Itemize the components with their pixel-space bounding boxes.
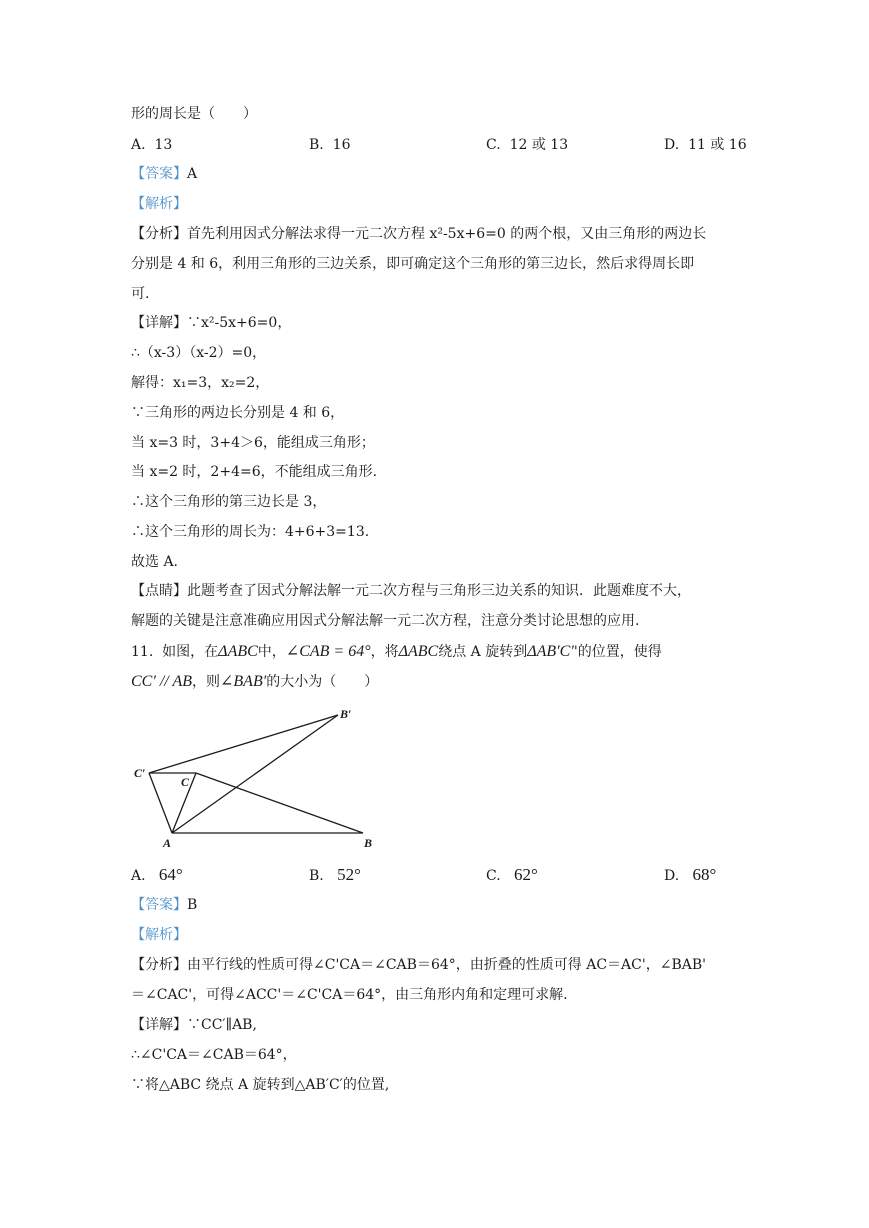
q11-answer: 【答案】B [131, 897, 198, 913]
q10-analysis-tag: 【解析】 [131, 196, 187, 212]
q11-stem-2: CC′ // AB，则∠BAB′的大小为（ ） [131, 673, 379, 690]
label-c: C [181, 775, 190, 789]
q10-step-3: ∵三角形的两边长分别是 4 和 6， [131, 405, 345, 421]
q10-step-5: 当 x=2 时，2+4=6，不能组成三角形. [131, 464, 378, 480]
q11-step-0: 【详解】∵CC′∥AB, [131, 1017, 257, 1033]
segment-c-b [196, 773, 363, 833]
segment-cprime-bprime [149, 715, 338, 773]
q11-option-c: C. 62° [486, 865, 538, 884]
q10-option-c: C. 12 或 13 [486, 137, 569, 153]
q11-step-1: ∴∠C'CA＝∠CAB＝64°， [131, 1047, 297, 1063]
q11-fenxi-1: 【分析】由平行线的性质可得∠C'CA＝∠CAB＝64°，由折叠的性质可得 AC＝AC'，∠BAB' [131, 957, 706, 973]
q11-option-a: A. 64° [131, 865, 183, 884]
q10-step-7: ∴这个三角形的周长为：4+6+3=13. [131, 524, 370, 540]
q11-stem-1: 11. 如图，在ΔABC中，∠CAB = 64°，将ΔABC绕点 A 旋转到ΔAB′C′'的位置，使得 [131, 643, 662, 660]
q10-fenxi-1: 【分析】首先利用因式分解法求得一元二次方程 x²-5x+6=0 的两个根，又由三角形的两边长 [131, 226, 707, 242]
q10-fenxi-2: 分别是 4 和 6，利用三角形的三边关系，即可确定这个三角形的第三边长，然后求得周长即 [131, 256, 695, 272]
q10-step-1: ∴（x-3）（x-2）=0， [131, 345, 267, 361]
q11-option-d: D. 68° [664, 865, 717, 884]
q11-fenxi-2: ＝∠CAC'，可得∠ACC'＝∠C'CA＝64°，由三角形内角和定理可求解. [131, 987, 568, 1003]
label-b: B [364, 836, 373, 850]
q10-option-a: A. 13 [131, 137, 173, 153]
label-cprime: C′ [134, 766, 146, 780]
q10-option-d: D. 11 或 16 [664, 137, 747, 153]
q11-analysis-tag: 【解析】 [131, 927, 187, 943]
q10-stem-tail: 形的周长是（ ） [131, 106, 257, 122]
answer-tag: 【答案】 [131, 897, 187, 913]
q10-dianjing-2: 解题的关键是注意准确应用因式分解法解一元二次方程，注意分类讨论思想的应用. [131, 613, 640, 629]
label-a: A [163, 836, 172, 850]
answer-tag: 【答案】 [131, 166, 187, 182]
q10-step-6: ∴这个三角形的第三边长是 3， [131, 494, 327, 510]
q10-step-2: 解得：x₁=3，x₂=2， [131, 375, 270, 391]
label-bprime: B′ [340, 707, 352, 721]
q10-option-b: B. 16 [309, 137, 351, 153]
segment-cprime-a [149, 773, 172, 833]
q10-step-8: 故选 A. [131, 554, 179, 570]
q11-step-2: ∵将△ABC 绕点 A 旋转到△AB′C′的位置, [131, 1077, 390, 1093]
q10-step-4: 当 x=3 时，3+4＞6，能组成三角形； [131, 435, 375, 451]
q10-step-0: 【详解】∵x²-5x+6=0， [131, 315, 292, 331]
q10-dianjing-1: 【点睛】此题考查了因式分解法解一元二次方程与三角形三边关系的知识．此题难度不大， [131, 583, 691, 599]
q10-answer: 【答案】A [131, 166, 198, 182]
rotation-figure [128, 702, 378, 858]
q10-fenxi-3: 可. [131, 286, 150, 302]
q11-option-b: B. 52° [309, 865, 361, 884]
